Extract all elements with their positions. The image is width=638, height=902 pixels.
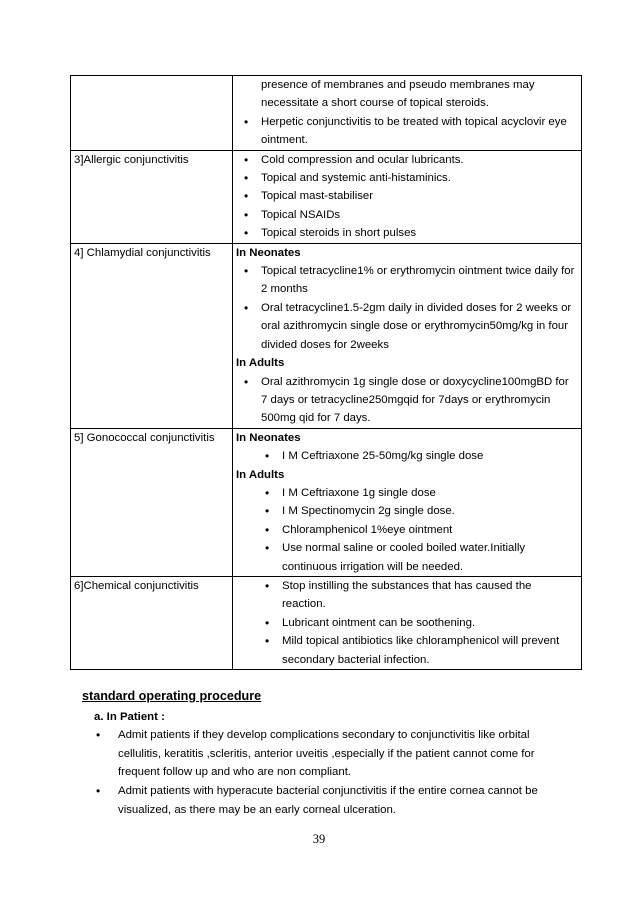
list-item: • Oral tetracycline1.5-2gm daily in divided doses for 2 weeks or oral azithromycin single dose or erythromycin50mg/kg in four divided doses for 2weeks	[261, 299, 578, 354]
list-item: • Topical steroids in short pulses	[261, 224, 578, 242]
condition-cell: 4] Chlamydial conjunctivitis	[71, 243, 233, 428]
section-title: standard operating procedure	[82, 689, 262, 703]
list-item: • I M Ceftriaxone 25-50mg/kg single dose	[282, 447, 578, 465]
condition-cell: 5] Gonococcal conjunctivitis	[71, 428, 233, 576]
list-item: • Chloramphenicol 1%eye ointment	[282, 521, 578, 539]
list-item: • Cold compression and ocular lubricants.	[261, 151, 578, 169]
table-row	[71, 576, 582, 669]
condition-cell: 6]Chemical conjunctivitis	[71, 576, 233, 669]
list-item: • Lubricant ointment can be soothening.	[282, 614, 578, 632]
subheading-adults: In Adults	[236, 357, 285, 370]
subheading-neonates: In Neonates	[236, 246, 301, 259]
treatment-list	[236, 76, 578, 150]
treatment-list	[236, 447, 578, 465]
list-item: • I M Spectinomycin 2g single dose.	[282, 502, 578, 520]
list-item: • Admit patients with hyperacute bacterial conjunctivitis if the entire cornea cannot be visualized, as there may be an early corneal ulceration.	[118, 782, 572, 819]
treatment-list	[236, 373, 578, 428]
list-item: • Mild topical antibiotics like chloramphenicol will prevent secondary bacterial infection.	[282, 632, 578, 669]
list-item: • Topical tetracycline1% or erythromycin ointment twice daily for 2 months	[261, 262, 578, 299]
list-item: • Topical NSAIDs	[261, 206, 578, 224]
table-row	[71, 428, 582, 576]
list-item: • Stop instilling the substances that has caused the reaction.	[282, 577, 578, 614]
table-row	[71, 150, 582, 243]
subheading-adults: In Adults	[236, 468, 285, 481]
treatment-list	[236, 262, 578, 354]
list-item: • I M Ceftriaxone 1g single dose	[282, 484, 578, 502]
list-item: presence of membranes and pseudo membranes may necessitate a short course of topical steroids.	[261, 79, 535, 110]
list-item: • Admit patients if they develop complications secondary to conjunctivitis like orbital cellulitis, keratitis ,scleritis, anterior uveitis ,especially if the patient cannot come for frequent follow up and who are non compliant.	[118, 726, 572, 782]
treatment-list	[236, 151, 578, 243]
treatment-cell	[233, 243, 582, 428]
treatment-cell	[233, 576, 582, 669]
treatment-list	[236, 577, 578, 669]
list-item: • Topical mast-stabiliser	[261, 187, 578, 205]
condition-cell	[71, 76, 233, 151]
table-row	[71, 76, 582, 151]
treatment-table	[70, 75, 582, 670]
list-item: • Use normal saline or cooled boiled water.Initially continuous irrigation will be needed.	[282, 539, 578, 576]
list-item: • Herpetic conjunctivitis to be treated with topical acyclovir eye ointment.	[261, 113, 578, 150]
treatment-cell	[233, 76, 582, 151]
condition-cell: 3]Allergic conjunctivitis	[71, 150, 233, 243]
sop-section	[82, 687, 572, 819]
treatment-cell	[233, 428, 582, 576]
table-row	[71, 243, 582, 428]
page-number: 39	[312, 832, 326, 846]
list-item: • Oral azithromycin 1g single dose or doxycycline100mgBD for 7 days or tetracycline250mgqid for 7days or erythromycin 500mg qid for 7 days.	[261, 373, 578, 428]
treatment-cell	[233, 150, 582, 243]
treatment-list	[236, 484, 578, 576]
subheading-neonates: In Neonates	[236, 431, 301, 444]
list-item: • Topical and systemic anti-histaminics.	[261, 169, 578, 187]
in-patient-subheading: a. In Patient :	[94, 710, 165, 723]
sop-list	[82, 726, 572, 819]
